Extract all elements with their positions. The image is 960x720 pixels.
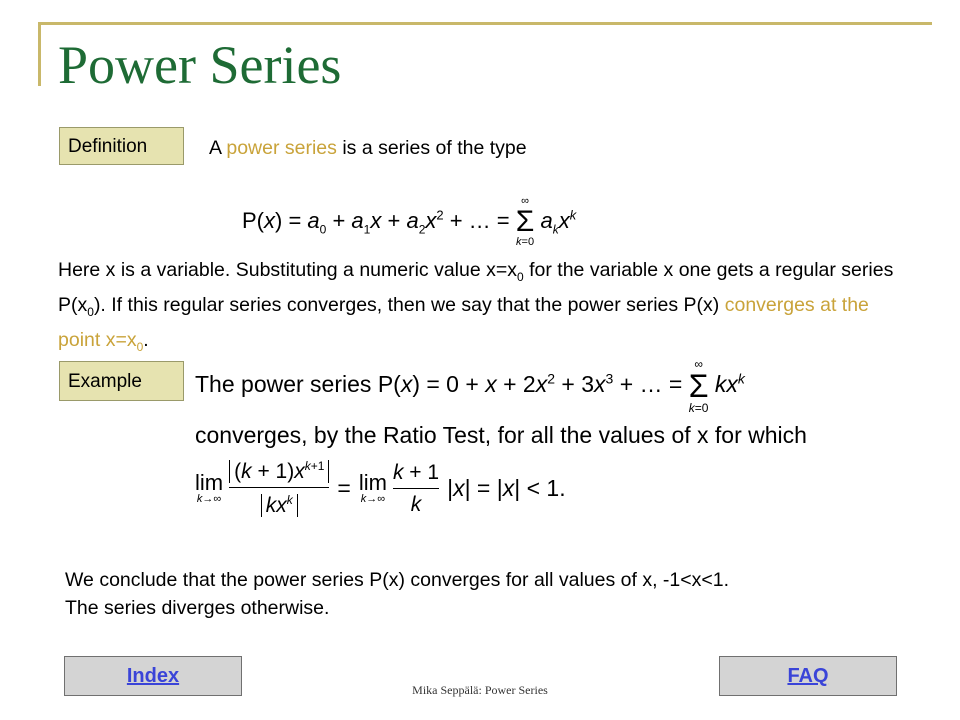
sigma-symbol: ∞ Σ k=0 (515, 195, 535, 248)
explanation-end: . (143, 328, 149, 351)
definition-tag: Definition (59, 127, 184, 165)
formula-lhs: $P(x) = a_0 + a_1x + a_2x^2$ + … = (242, 207, 516, 237)
conclusion-paragraph (65, 566, 905, 622)
explanation-s1: Here x is a variable. Substituting a numeric value x=x (58, 259, 518, 281)
definition-text-post: is a series of the type (336, 137, 527, 159)
definition-text (209, 137, 527, 160)
explanation-term: converges at the point x=x (58, 293, 869, 351)
explanation-s3-sub: 0 (136, 339, 144, 354)
explanation-s2: for the variable x one gets a regular series P(x (58, 259, 894, 316)
example-tag: Example (59, 361, 184, 401)
explanation-s1-sub: 0 (517, 269, 524, 284)
example-line2: converges, by the Ratio Test, for all the values of x for which (195, 422, 807, 448)
explanation-s2-sub: 0 (87, 304, 94, 319)
frame-horizontal-rule (38, 22, 932, 25)
footer-text: Mika Seppälä: Power Series (412, 683, 548, 697)
lim-symbol: lim k→∞ (195, 470, 224, 506)
explanation-s3: ). If this regular series converges, then we say that the power series P(x) (93, 293, 725, 316)
lim-symbol-2: lim k→∞ (358, 470, 387, 506)
fraction-1: $(k + 1)x^{k+1}$ $kx^k$ (229, 460, 329, 517)
slide-title: Power Series (58, 35, 342, 95)
definition-text-pre: A (209, 137, 227, 159)
conclusion-line1: We conclude that the power series P(x) converges for all values of x, -1<x<1. (65, 569, 730, 591)
frame-vertical-rule (38, 22, 41, 86)
sigma-symbol-example: ∞ Σ k=0 (688, 357, 709, 415)
index-button[interactable]: Index (64, 656, 242, 696)
limit-formula: lim k→∞ $(k + 1)x^{k+1}$ $kx^k$ = lim k→∞ k + 1 k |x| = |x| < 1. (195, 459, 566, 518)
example-line1-text: The power series (195, 371, 378, 398)
example-line1: The power series $P(x) = 0 + x + 2x^2 + 3x^3$ + … = ∞ Σ k=0 $kx^k$ (195, 357, 745, 415)
example-formula: $P(x) = 0 + x + 2x^2 + 3x^3$ + … = (377, 370, 689, 398)
conclusion-line2: The series diverges otherwise. (65, 597, 330, 619)
faq-button[interactable]: FAQ (719, 656, 897, 696)
fraction-2: k + 1 k (392, 461, 440, 517)
definition-term: power series (226, 137, 337, 159)
explanation-paragraph (58, 256, 898, 361)
definition-formula: $P(x) = a_0 + a_1x + a_2x^2$ + … = ∞ Σ k=0 $a_kx^k$ (242, 195, 577, 248)
